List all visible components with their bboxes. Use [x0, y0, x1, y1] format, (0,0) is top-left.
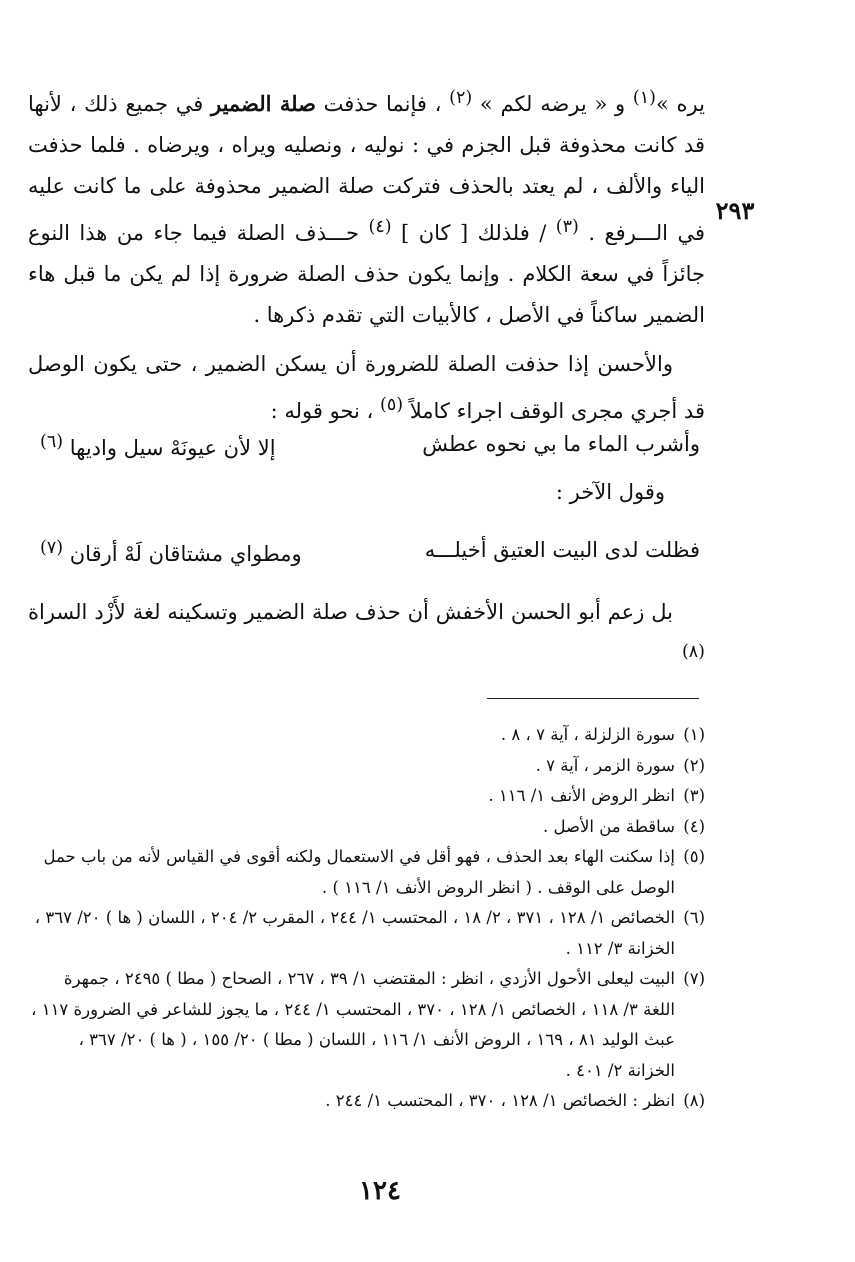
text-run: يره » [655, 92, 705, 116]
footnote-ref: (٥) [380, 395, 404, 415]
paragraph-3 [28, 592, 705, 678]
footnote [28, 812, 705, 843]
footnote [28, 964, 705, 1086]
text-run: لأنها قد كانت محذوفة قبل الجزم في : نوليه ، ونصليه ويراه ، ويرضاه . [28, 92, 705, 157]
footnote-text: ساقطة من الأصل . [543, 816, 675, 836]
verse-1-first-hemistich: وأشرب الماء ما بي نحوه عطش [422, 432, 700, 456]
verse-text: ومطواي مشتاقان لَهْ أرقان [69, 542, 302, 566]
footnote-ref: (٦) [40, 432, 64, 452]
footnotes [28, 720, 705, 1117]
verse-text: إلا لأن عيونَهْ سيل واديها [69, 436, 276, 460]
text-run: / فلذلك [ كان ] [391, 221, 556, 245]
footnote [28, 781, 705, 812]
footnote [28, 720, 705, 751]
footnote-text: البيت ليعلى الأحول الأزدي ، انظر : المقتضب ١/ ٣٩ ، ٢٦٧ ، الصحاح ( مطا ) ٢٤٩٥ ، جمهرة اللغة ٣/ ١١٨ ، الخصائص ١/ ١٢٨ ، ٣٧٠ ، المحتسب ١/ ٢٤٤ ، ما يجوز للشاعر في الضرورة ١١٧ ، عبث الوليد ٨١ ، ١٦٩ ، الروض الأنف ١/ ١١٦ ، اللسان ( مطا ) ٢٠/ ١٥٥ ، ( ها ) ٢٠/ ٣٦٧ ، الخزانة ٢/ ٤٠١ . [31, 969, 675, 1080]
verse-intro: وقول الآخر : [555, 480, 665, 504]
text-run: ما كانت عليه في الـــرفع . [28, 174, 705, 245]
footnote-number: (٧) [683, 969, 705, 988]
footnote-ref: (٣) [555, 217, 579, 237]
footnote-number: (٤) [683, 816, 705, 836]
footnote [28, 1086, 705, 1117]
footnote-number: (٢) [683, 755, 705, 775]
footnote-number: (٨) [683, 1091, 705, 1110]
footnote-ref: (٢) [449, 88, 473, 108]
footnote-number: (١) [683, 725, 705, 744]
footnote [28, 903, 705, 964]
text-run: بل زعم أبو الحسن الأخفش أن حذف صلة الضمير وتسكينه لغة لأَزْد [94, 600, 673, 624]
text-run: ، فإنما حذفت [315, 92, 450, 116]
footnote-separator [487, 698, 699, 699]
footnote-text: انظر الروض الأنف ١/ ١١٦ . [488, 786, 675, 805]
footnote-ref: (٨) [681, 642, 705, 662]
footnote-number: (٥) [683, 847, 705, 866]
text-run: ، نحو قوله : [270, 399, 380, 423]
footnote-text: الخصائص ١/ ١٢٨ ، ٣٧١ ، ٢/ ١٨ ، المحتسب ١/ ٢٤٤ ، المقرب ٢/ ٢٠٤ ، اللسان ( ها ) ٢٠/ ٣٦٧ ، الخزانة ٣/ ١١٢ . [34, 908, 675, 958]
text-run: إذا لم يكن ما قبل هاء الضمير ساكناً في الأصل ، كالأبيات التي تقدم ذكرها . [28, 262, 705, 327]
bold-term: صلة الضمير [210, 91, 316, 116]
text-run: السراة [28, 600, 88, 624]
footnote-text: إذا سكنت الهاء بعد الحذف ، فهو أقل في الاستعمال ولكنه أقوى في القياس لأنه من باب حمل الوصل على الوقف . ( انظر الروض الأنف ١/ ١١٦ ) . [43, 847, 675, 897]
text-run: الوصل قد أجري مجرى الوقف اجراء كاملاً [28, 352, 705, 423]
footnote-text: انظر : الخصائص ١/ ١٢٨ ، ٣٧٠ ، المحتسب ١/ ٢٤٤ . [325, 1091, 675, 1110]
footnote [28, 842, 705, 903]
footnote-text: سورة الزمر ، آية ٧ . [535, 755, 675, 775]
text-run: في جميع ذلك ، [69, 92, 211, 116]
page-number: ١٢٤ [359, 1176, 401, 1206]
footnote-number: (٦) [683, 908, 705, 927]
footnote-number: (٣) [683, 786, 705, 805]
verse-2 [40, 538, 700, 578]
text-run: جاء من هذا النوع جائزاً في سعة الكلام . وإنما يكون حذف الصلة ضرورة [28, 221, 705, 286]
footnote-ref: (١) [632, 88, 656, 108]
verse-2-first-hemistich: فظلت لدى البيت العتيق أخيلـــه [424, 538, 700, 562]
text-run: والأحسن إذا حذفت الصلة للضرورة أن يسكن الضمير ، حتى يكون [93, 352, 673, 376]
paragraph-2 [28, 344, 705, 432]
footnote-text: سورة الزلزلة ، آية ٧ ، ٨ . [500, 725, 675, 744]
footnote-ref: (٧) [40, 538, 64, 558]
verse-1 [40, 432, 700, 472]
verse-1-second-hemistich [40, 432, 276, 460]
main-text [28, 78, 705, 432]
paragraph-1 [28, 78, 705, 336]
margin-page-reference: ٢٩٣ [715, 196, 755, 225]
text-run: حـــذف الصلة فيما [192, 221, 369, 245]
verse-2-second-hemistich [40, 538, 302, 566]
text-run: فلما حذفت الياء والألف ، لم يعتد بالحذف فتركت صلة الضمير محذوفة على [28, 133, 706, 198]
text-run: و « يرضه لكم » [472, 92, 633, 116]
footnote-ref: (٤) [368, 217, 392, 237]
footnote [28, 751, 705, 782]
